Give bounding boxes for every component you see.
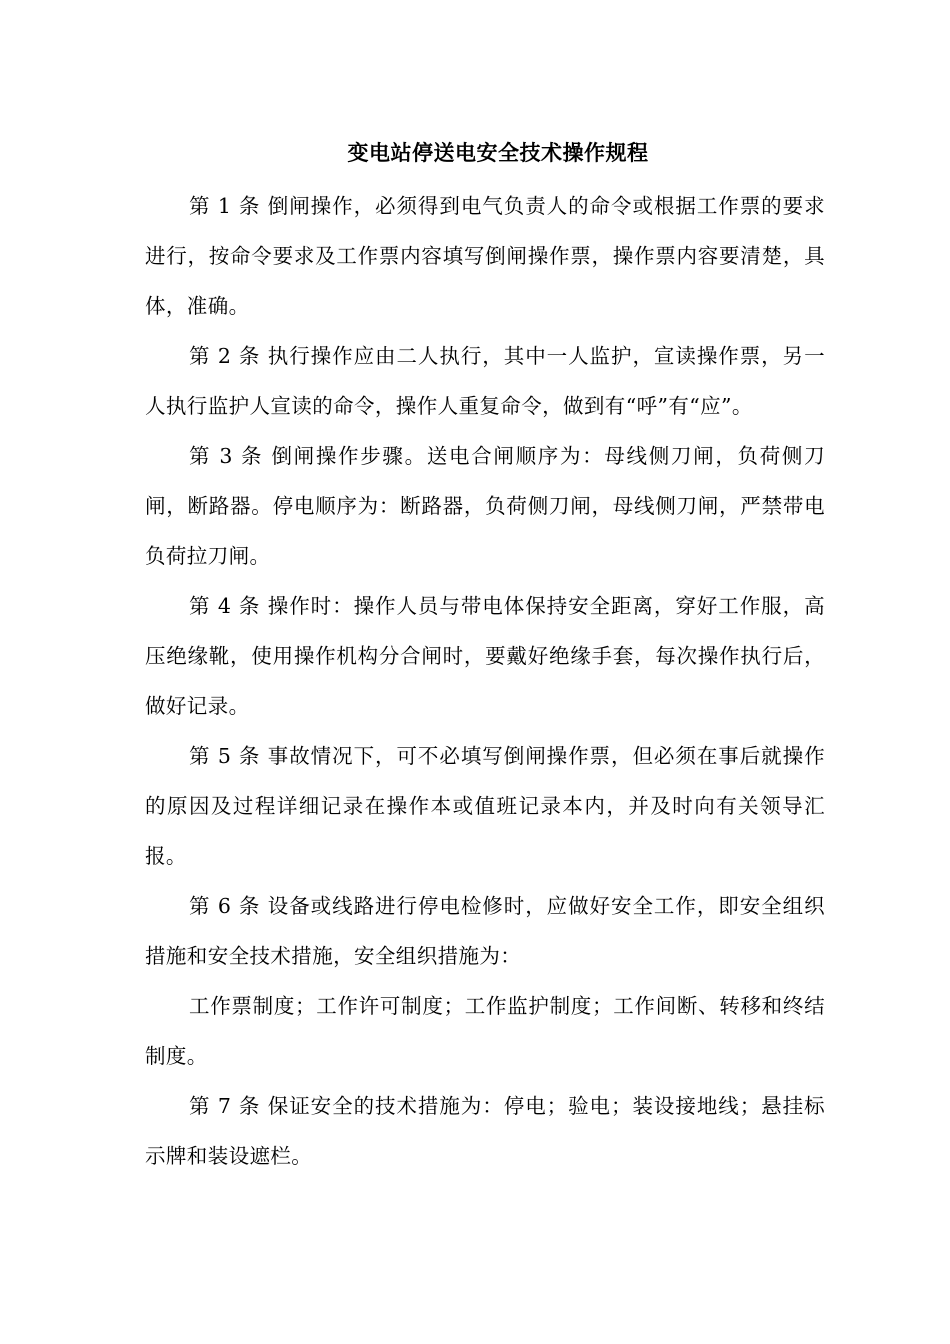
article-label: 第 3 条 [189, 444, 272, 468]
document-title: 变电站停送电安全技术操作规程 [347, 140, 649, 165]
document-body [145, 181, 825, 1181]
article-5 [145, 731, 825, 881]
article-label: 第 2 条 [189, 344, 268, 368]
article-text: 操作时：操作人员与带电体保持安全距离，穿好工作服，高压绝缘靴，使用操作机构分合闸时，要戴好绝缘手套，每次操作执行后，做好记录。 [145, 594, 825, 718]
article-7 [145, 1081, 825, 1181]
article-label: 第 1 条 [189, 194, 268, 218]
article-text: 执行操作应由二人执行，其中一人监护，宣读操作票，另一人执行监护人宣读的命令，操作人重复命令，做到有“呼”有“应”。 [145, 344, 825, 418]
article-text: 倒闸操作，必须得到电气负责人的命令或根据工作票的要求进行，按命令要求及工作票内容填写倒闸操作票，操作票内容要清楚，具体，准确。 [145, 194, 825, 318]
article-text: 倒闸操作步骤。送电合闸顺序为：母线侧刀闸，负荷侧刀闸，断路器。停电顺序为：断路器，负荷侧刀闸，母线侧刀闸，严禁带电负荷拉刀闸。 [145, 444, 826, 568]
article-6-continuation [145, 981, 825, 1081]
article-3 [145, 431, 825, 581]
article-label: 第 5 条 [189, 744, 268, 768]
article-label: 第 6 条 [189, 894, 268, 918]
article-1 [145, 181, 825, 331]
article-6 [145, 881, 825, 981]
article-text: 保证安全的技术措施为：停电；验电；装设接地线；悬挂标示牌和装设遮栏。 [145, 1094, 825, 1168]
article-text: 工作票制度；工作许可制度；工作监护制度；工作间断、转移和终结制度。 [145, 994, 825, 1068]
article-text: 设备或线路进行停电检修时，应做好安全工作，即安全组织措施和安全技术措施，安全组织措施为： [145, 894, 825, 968]
article-4 [145, 581, 825, 731]
article-label: 第 7 条 [189, 1094, 268, 1118]
article-label: 第 4 条 [189, 594, 268, 618]
article-2 [145, 331, 825, 431]
article-text: 事故情况下，可不必填写倒闸操作票，但必须在事后就操作的原因及过程详细记录在操作本或值班记录本内，并及时向有关领导汇报。 [145, 744, 825, 868]
